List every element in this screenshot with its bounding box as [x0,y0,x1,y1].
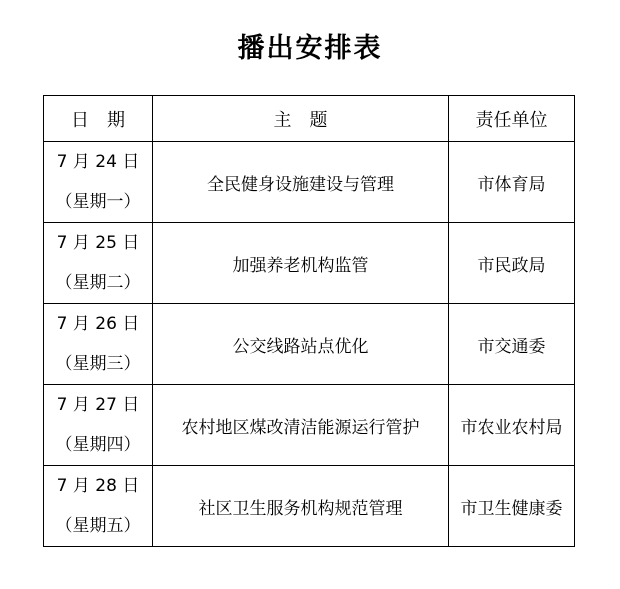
header-date: 日 期 [44,96,153,142]
topic-cell: 全民健身设施建设与管理 [153,142,449,223]
table-row [44,385,575,466]
weekday-text: （星期二） [55,273,141,293]
date-text: 7 月 26 日 [56,314,140,334]
table-row [44,142,575,223]
header-row [44,96,575,142]
table-row [44,466,575,547]
date-text: 7 月 24 日 [56,152,140,172]
date-text: 7 月 25 日 [56,233,140,253]
schedule-table [43,95,575,547]
topic-cell: 社区卫生服务机构规范管理 [153,466,449,547]
date-cell [44,142,153,223]
weekday-text: （星期四） [55,435,141,455]
table-row [44,223,575,304]
unit-cell: 市民政局 [449,223,575,304]
unit-cell: 市农业农村局 [449,385,575,466]
topic-cell: 加强养老机构监管 [153,223,449,304]
page-title: 播出安排表 [237,33,383,64]
header-topic: 主 题 [153,96,449,142]
table-row [44,304,575,385]
unit-cell: 市卫生健康委 [449,466,575,547]
date-text: 7 月 28 日 [56,476,140,496]
date-cell [44,385,153,466]
weekday-text: （星期五） [55,516,141,536]
topic-cell: 公交线路站点优化 [153,304,449,385]
header-unit: 责任单位 [449,96,575,142]
date-cell [44,223,153,304]
unit-cell: 市体育局 [449,142,575,223]
date-cell [44,304,153,385]
unit-cell: 市交通委 [449,304,575,385]
weekday-text: （星期三） [55,354,141,374]
topic-cell: 农村地区煤改清洁能源运行管护 [153,385,449,466]
weekday-text: （星期一） [55,192,141,212]
date-cell [44,466,153,547]
date-text: 7 月 27 日 [56,395,140,415]
